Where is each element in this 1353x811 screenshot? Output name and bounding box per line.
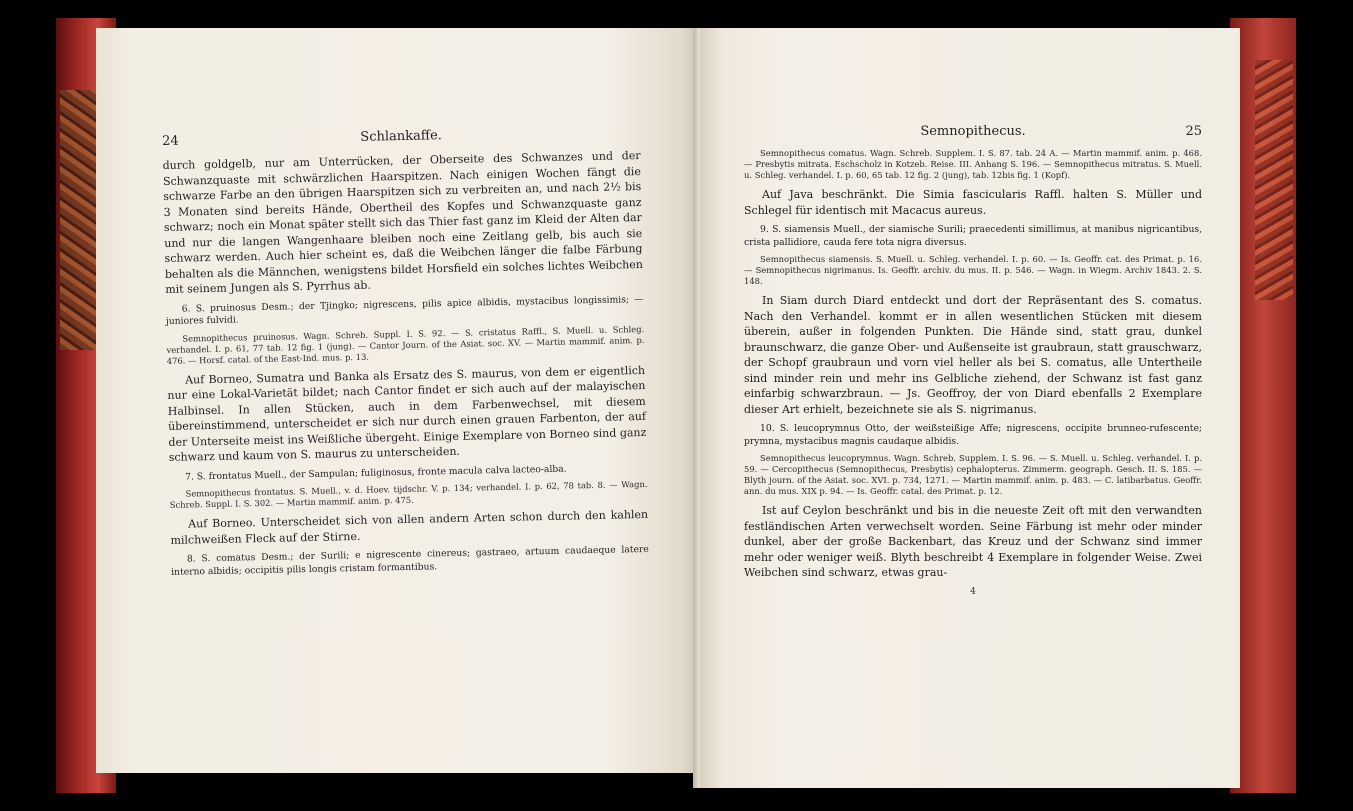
- synonymy-9: Semnopithecus siamensis. S. Muell. u. Schleg. verhandel. I. p. 60. — Is. Geoffr. cat. des Primat. p. 16. — Semnopithecus nigrimanus. Is. Geoffr. archiv. du mus. II. p. 546. — Wagn. in Wiegm. Archiv 1843. 2. S. 148.: [744, 254, 1202, 286]
- synonymy-6: Semnopithecus pruinosus. Wagn. Schreb. Suppl. I. S. 92. — S. cristatus Raffl., S. Muell. u. Schleg. verhandel. I. p. 61, 77 tab. 12 fig. 1 (jung). — Cantor Journ. of the Asiat. soc. XV. — Martin mammif. anim. p. 476. — Horsf. catal. of the East-Ind. mus. p. 13.: [166, 323, 645, 366]
- paragraph: Auf Borneo. Unterscheidet sich von allen andern Arten schon durch den kahlen milchweißen Fleck auf der Stirne.: [170, 507, 649, 547]
- paragraph: durch goldgelb, nur am Unterrücken, der Oberseite des Schwanzes und der Schwanzquaste mit schwärzlichen Haarspitzen. Nach einigen Wochen fängt die schwarze Farbe an den übrigen Haarspitzen sich zu verbreiten an, und nach 2½ bis 3 Monaten sind bereits Hände, Obertheil des Kopfes und Schwanzquaste ganz schwarz; noch ein Monat später stellt sich das Thier fast ganz im Kleid der Alten dar und nur die langen Wangenhaare bleiben noch eine Zeitlang gelb, bis auch sie schwarz werden. Auch hier scheint es, daß die Weibchen länger die falbe Färbung behalten als die Männchen, wenigstens bildet Horsfield ein solches lichtes Weibchen mit seinem Jungen als S. Pyrrhus ab.: [162, 148, 643, 296]
- paragraph: Auf Java beschränkt. Die Simia fascicularis Raffl. halten S. Müller und Schlegel für identisch mit Macacus aureus.: [744, 188, 1202, 217]
- marbled-endpaper-left: [60, 90, 100, 350]
- species-heading-9: 9. S. siamensis Muell., der siamische Surili; praecedenti simillimus, at manibus nigricantibus, crista pallidiore, cauda fere tota nigra diversus.: [744, 224, 1202, 248]
- signature-mark: 4: [970, 586, 976, 597]
- species-heading-10: 10. S. leucoprymnus Otto, der weißsteißige Affe; nigrescens, occipite brunneo-rufescente; prymna, mystacibus magnis caudaque albidis.: [744, 423, 1202, 447]
- species-heading-8: 8. S. comatus Desm.; der Surili; e nigrescente cinereus; gastraeo, artuum caudaeque latere interno albidis; occipitis pilis longis cristam formantibus.: [171, 543, 649, 578]
- left-page-number: 24: [162, 133, 179, 149]
- right-page-number: 25: [1185, 124, 1202, 139]
- species-heading-7: 7. S. frontatus Muell., der Sampulan; fuliginosus, fronte macula calva lacteo-alba.: [185, 463, 567, 483]
- species-heading-6: 6. S. pruinosus Desm.; der Tjingko; nigrescens, pilis apice albidis, mystacibus longissimis; — juniores fulvidi.: [165, 293, 644, 327]
- right-text-column: [744, 124, 1202, 597]
- paragraph: In Siam durch Diard entdeckt und dort der Repräsentant des S. comatus. Nach den Verhandel. kommt er in allen wesentlichen Stücken mit diesem überein, außer in folgenden Punkten. Die Hände sind, statt grau, dunkel braunschwarz, die ganze Ober- und Außenseite ist graubraun, statt grauschwarz, der Schopf graubraun und vorn viel heller als bei S. comatus, alle Untertheile sind minder rein und mehr ins Gelbliche ziehend, der Schwanz ist fast ganz einfarbig schwarzbraun. — Js. Geoffroy, der von Diard ebenfalls 2 Exemplare dieser Art erhielt, bezeichnete sie als S. nigrimanus.: [744, 294, 1202, 416]
- paragraph: Ist auf Ceylon beschränkt und bis in die neueste Zeit oft mit den verwandten festländischen Arten verwechselt worden. Seine Färbung ist mehr oder minder dunkel, aber der große Backenbart, das Kreuz und der Schwanz sind immer mehr oder weniger weiß. Blyth beschreibt 4 Exemplare in folgender Weise. Zwei Weibchen sind schwarz, etwas grau-: [744, 504, 1202, 579]
- right-page: [700, 28, 1240, 788]
- left-running-title: Schlankaffe.: [360, 128, 443, 145]
- left-running-head: [162, 124, 640, 152]
- paragraph: Auf Borneo, Sumatra und Banka als Ersatz des S. maurus, von dem er eigentlich nur eine Lokal-Varietät bildet; nach Cantor findet er sich auch auf der malayischen Halbinsel. In allen Stücken, auch in dem Farbenwechsel, mit diesem übereinstimmend, unterscheidet er sich nur durch einen grauen Farbenton, der auf der Unterseite meist ins Weißliche übergeht. Einige Exemplare von Borneo sind ganz schwarz und kaum von S. maurus zu unterscheiden.: [167, 363, 647, 464]
- right-running-head: [744, 124, 1202, 142]
- left-page: [96, 28, 698, 773]
- right-running-title: Semnopithecus.: [920, 124, 1026, 139]
- synonymy-8: Semnopithecus comatus. Wagn. Schreb. Supplem. I. S. 87. tab. 24 A. — Martin mammif. anim. p. 468. — Presbytis mitrata. Eschscholz in Kotzeb. Reise. III. Anhang S. 196. — Semnopithecus mitratus. S. Muell. u. Schleg. verhandel. I. p. 60, 65 tab. 12 fig. 2 (jung), tab. 12bis fig. 1 (Kopf).: [744, 148, 1202, 180]
- left-text-column: [162, 124, 649, 584]
- synonymy-7: Semnopithecus frontatus. S. Muell., v. d. Hoev. tijdschr. V. p. 134; verhandel. I. p. 62, 78 tab. 8. — Wagn. Schreb. Suppl. I. S. 302. — Martin mammif. anim. p. 475.: [169, 478, 648, 510]
- synonymy-10: Semnopithecus leucoprymnus. Wagn. Schreb. Supplem. I. S. 96. — S. Muell. u. Schleg. verhandel. I. p. 59. — Cercopithecus (Semnopithecus, Presbytis) cephalopterus. Zimmerm. geograph. Gesch. II. S. 185. — Blyth journ. of the Asiat. soc. XVI. p. 734, 1271. — Martin mammif. anim. p. 483. — C. latibarbatus. Geoffr. ann. du mus. XIX p. 94. — Is. Geoffr. catal. des Primat. p. 12.: [744, 453, 1202, 496]
- marbled-endpaper-right: [1255, 60, 1293, 300]
